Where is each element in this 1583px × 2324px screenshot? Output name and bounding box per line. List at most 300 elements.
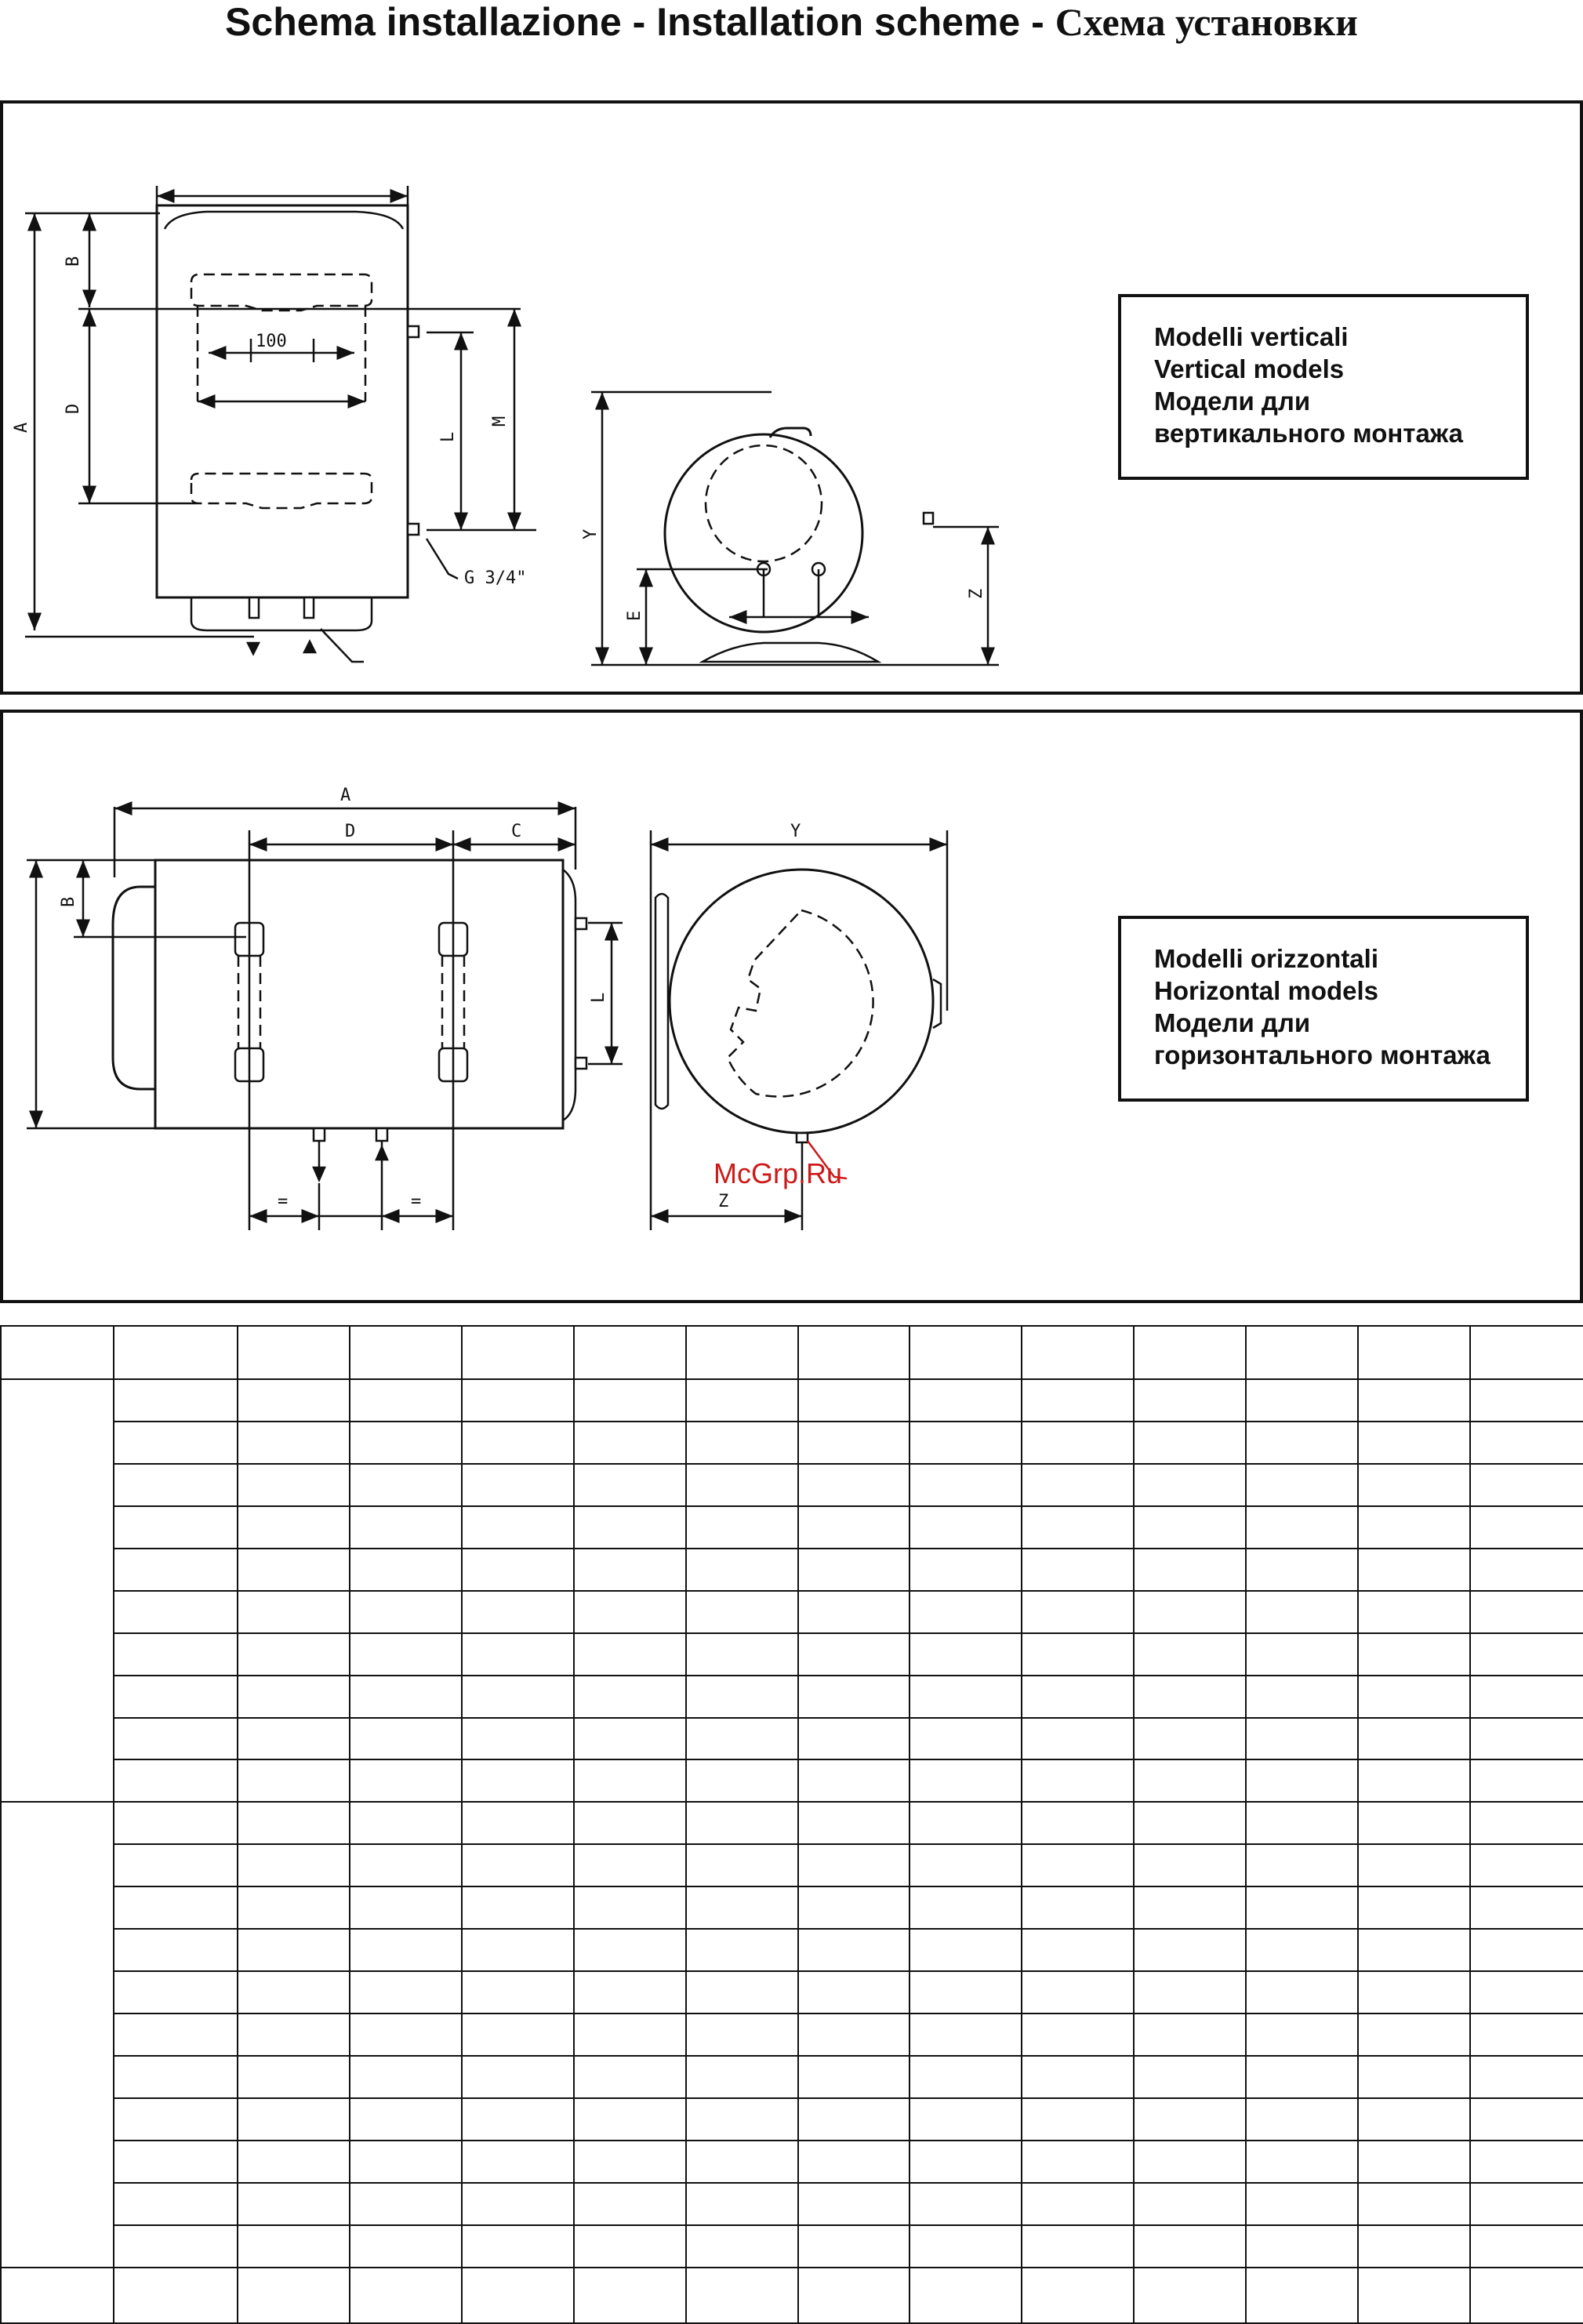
table-cell bbox=[350, 1549, 462, 1591]
table-cell bbox=[1358, 1506, 1470, 1549]
label-russian-line1: Модели дли bbox=[1154, 387, 1311, 416]
table-cell bbox=[1358, 1633, 1470, 1676]
table-cell bbox=[909, 1676, 1022, 1718]
table-cell bbox=[350, 1422, 462, 1464]
table-cell bbox=[798, 2225, 909, 2268]
thread-size-label: G 3/4" bbox=[464, 568, 527, 588]
table-cell bbox=[1246, 2225, 1358, 2268]
table-cell bbox=[1246, 2098, 1358, 2141]
table-cell bbox=[574, 1886, 686, 1929]
table-cell bbox=[114, 2141, 238, 2183]
table-cell bbox=[1022, 1929, 1134, 1971]
vertical-heater-side-view bbox=[665, 428, 933, 662]
table-cell bbox=[350, 1718, 462, 1760]
table-cell bbox=[462, 1802, 574, 1844]
table-cell bbox=[909, 1844, 1022, 1886]
table-cell bbox=[462, 2141, 574, 2183]
table-cell bbox=[909, 2183, 1022, 2225]
table-cell bbox=[1470, 2141, 1583, 2183]
dim-d-label: D bbox=[64, 403, 83, 414]
table-cell bbox=[686, 1591, 798, 1633]
table-cell bbox=[238, 1326, 350, 1379]
table-cell bbox=[1470, 1464, 1583, 1506]
table-row bbox=[1, 1379, 1583, 1422]
table-cell bbox=[462, 2225, 574, 2268]
table-row bbox=[1, 1591, 1583, 1633]
table-cell bbox=[1022, 1464, 1134, 1506]
table-cell bbox=[1, 1326, 114, 1379]
table-cell bbox=[1246, 1379, 1358, 1422]
table-cell bbox=[114, 1549, 238, 1591]
table-cell bbox=[1246, 2056, 1358, 2098]
table-cell bbox=[114, 1676, 238, 1718]
table-cell bbox=[1134, 1759, 1246, 1802]
table-cell bbox=[1358, 1886, 1470, 1929]
table-cell bbox=[1022, 1844, 1134, 1886]
table-cell bbox=[1470, 1633, 1583, 1676]
table-cell bbox=[686, 1464, 798, 1506]
table-cell bbox=[1470, 2056, 1583, 2098]
table-cell bbox=[1358, 2141, 1470, 2183]
table-cell bbox=[574, 1422, 686, 1464]
table-cell bbox=[462, 1464, 574, 1506]
vertical-side-dimension-lines bbox=[591, 392, 999, 665]
table-cell bbox=[909, 1422, 1022, 1464]
table-cell bbox=[238, 2183, 350, 2225]
table-cell bbox=[798, 2183, 909, 2225]
watermark-text: McGrp.Ru bbox=[713, 1157, 843, 1189]
table-cell bbox=[238, 1422, 350, 1464]
table-cell bbox=[1022, 2014, 1134, 2056]
table-cell bbox=[574, 2056, 686, 2098]
table-cell bbox=[686, 1326, 798, 1379]
table-cell bbox=[1022, 1549, 1134, 1591]
table-cell bbox=[1134, 1422, 1246, 1464]
table-cell bbox=[238, 1718, 350, 1760]
table-cell bbox=[1246, 1464, 1358, 1506]
dim-h-l-label: L bbox=[589, 992, 608, 1003]
table-cell bbox=[238, 1929, 350, 1971]
table-cell bbox=[462, 2014, 574, 2056]
horizontal-heater-side-view bbox=[655, 870, 941, 1142]
table-cell bbox=[1022, 1422, 1134, 1464]
table-cell bbox=[462, 1379, 574, 1422]
table-cell bbox=[1022, 1718, 1134, 1760]
table-cell bbox=[798, 1326, 909, 1379]
table-row bbox=[1, 1326, 1583, 1379]
table-row bbox=[1, 2225, 1583, 2268]
table-row bbox=[1, 2098, 1583, 2141]
table-cell bbox=[1134, 1464, 1246, 1506]
dim-100-label: 100 bbox=[256, 332, 287, 351]
dim-equal-left: = bbox=[278, 1192, 289, 1211]
table-cell bbox=[1022, 1802, 1134, 1844]
table-row bbox=[1, 2268, 1583, 2323]
table-cell bbox=[798, 1591, 909, 1633]
table-cell bbox=[798, 1971, 909, 2014]
dim-b-label: B bbox=[64, 256, 83, 267]
dim-h-b-label: B bbox=[59, 896, 78, 907]
table-cell bbox=[1022, 1633, 1134, 1676]
dim-z-label: Z bbox=[967, 588, 986, 599]
table-cell bbox=[462, 1759, 574, 1802]
table-cell bbox=[686, 2225, 798, 2268]
table-cell bbox=[574, 1549, 686, 1591]
table-cell bbox=[350, 1844, 462, 1886]
table-cell bbox=[462, 1718, 574, 1760]
dim-h-y-label: Y bbox=[790, 822, 801, 841]
dim-y-label: Y bbox=[581, 528, 601, 539]
table-row bbox=[1, 2183, 1583, 2225]
table-cell bbox=[798, 1633, 909, 1676]
table-cell bbox=[909, 2014, 1022, 2056]
table-cell bbox=[114, 1633, 238, 1676]
table-cell bbox=[909, 1802, 1022, 1844]
table-cell bbox=[1134, 1802, 1246, 1844]
table-cell bbox=[686, 1549, 798, 1591]
table-cell bbox=[114, 2268, 238, 2323]
table-cell bbox=[350, 2056, 462, 2098]
table-cell bbox=[114, 2098, 238, 2141]
table-cell bbox=[1470, 1422, 1583, 1464]
table-cell bbox=[574, 2098, 686, 2141]
table-cell bbox=[1246, 1759, 1358, 1802]
table-cell bbox=[1022, 2056, 1134, 2098]
table-cell bbox=[686, 2183, 798, 2225]
table-cell bbox=[462, 1326, 574, 1379]
table-cell bbox=[574, 1464, 686, 1506]
table-cell bbox=[686, 2268, 798, 2323]
table-cell bbox=[1358, 1422, 1470, 1464]
table-cell bbox=[686, 1676, 798, 1718]
table-cell bbox=[1358, 1464, 1470, 1506]
table-cell bbox=[574, 1326, 686, 1379]
table-cell bbox=[1246, 1844, 1358, 1886]
table-cell bbox=[462, 1591, 574, 1633]
table-cell bbox=[1358, 1676, 1470, 1718]
table-cell bbox=[1246, 1802, 1358, 1844]
table-cell bbox=[350, 1379, 462, 1422]
table-cell bbox=[574, 2141, 686, 2183]
table-cell bbox=[350, 1886, 462, 1929]
table-cell bbox=[1134, 1971, 1246, 2014]
table-cell bbox=[1246, 1549, 1358, 1591]
dim-h-a-label: A bbox=[340, 786, 351, 805]
label-italian: Modelli verticali bbox=[1154, 322, 1349, 351]
table-row bbox=[1, 2014, 1583, 2056]
table-cell bbox=[114, 2014, 238, 2056]
table-cell bbox=[909, 1591, 1022, 1633]
vertical-models-panel bbox=[0, 100, 1583, 695]
table-cell bbox=[909, 1971, 1022, 2014]
table-cell bbox=[686, 1633, 798, 1676]
table-cell bbox=[114, 2183, 238, 2225]
table-cell bbox=[1246, 1326, 1358, 1379]
table-cell bbox=[462, 1886, 574, 1929]
table-cell bbox=[1134, 2056, 1246, 2098]
table-cell bbox=[909, 1633, 1022, 1676]
table-cell bbox=[238, 1506, 350, 1549]
table-cell bbox=[114, 1422, 238, 1464]
table-cell bbox=[1134, 2268, 1246, 2323]
table-cell bbox=[350, 1759, 462, 1802]
table-cell bbox=[1358, 1379, 1470, 1422]
table-cell bbox=[1470, 1326, 1583, 1379]
table-cell bbox=[574, 1379, 686, 1422]
table-cell bbox=[1134, 1633, 1246, 1676]
table-cell bbox=[1470, 1379, 1583, 1422]
table-cell bbox=[114, 2056, 238, 2098]
table-cell bbox=[1470, 2225, 1583, 2268]
table-cell bbox=[1358, 1802, 1470, 1844]
table-cell bbox=[798, 2014, 909, 2056]
table-cell bbox=[909, 1759, 1022, 1802]
table-cell bbox=[462, 2268, 574, 2323]
label-russian-line2: вертикального монтажа bbox=[1154, 419, 1463, 448]
table-cell bbox=[909, 1886, 1022, 1929]
table-cell bbox=[238, 2056, 350, 2098]
table-cell bbox=[1134, 1326, 1246, 1379]
table-cell bbox=[1022, 2268, 1134, 2323]
table-cell bbox=[909, 2056, 1022, 2098]
table-cell bbox=[1134, 1844, 1246, 1886]
table-cell bbox=[1134, 2225, 1246, 2268]
table-cell bbox=[114, 1379, 238, 1422]
table-cell bbox=[1470, 1591, 1583, 1633]
table-cell bbox=[350, 2098, 462, 2141]
table-cell bbox=[1022, 1379, 1134, 1422]
table-cell bbox=[114, 1929, 238, 1971]
table-cell bbox=[1246, 2014, 1358, 2056]
table-cell bbox=[238, 2225, 350, 2268]
table-cell bbox=[574, 2183, 686, 2225]
table-cell bbox=[1358, 1929, 1470, 1971]
table-cell bbox=[909, 2225, 1022, 2268]
title-english: Installation scheme - bbox=[656, 0, 1055, 44]
table-cell bbox=[686, 2141, 798, 2183]
table-cell bbox=[1134, 1718, 1246, 1760]
table-cell bbox=[1, 2268, 114, 2323]
table-cell bbox=[462, 1422, 574, 1464]
table-cell bbox=[1246, 1506, 1358, 1549]
table-cell bbox=[1246, 1971, 1358, 2014]
table-cell bbox=[1134, 2098, 1246, 2141]
table-cell bbox=[798, 1759, 909, 1802]
table-cell bbox=[909, 1506, 1022, 1549]
table-group-horizontal bbox=[1, 1802, 114, 2267]
vertical-dimension-lines bbox=[25, 186, 536, 662]
table-cell bbox=[686, 1759, 798, 1802]
table-cell bbox=[909, 2098, 1022, 2141]
table-cell bbox=[1022, 2225, 1134, 2268]
dim-e-label: E bbox=[625, 610, 644, 621]
table-cell bbox=[686, 2056, 798, 2098]
table-cell bbox=[798, 2098, 909, 2141]
table-cell bbox=[1022, 1591, 1134, 1633]
table-cell bbox=[114, 1844, 238, 1886]
table-cell bbox=[686, 1929, 798, 1971]
table-cell bbox=[1358, 2098, 1470, 2141]
table-row bbox=[1, 1718, 1583, 1760]
table-cell bbox=[462, 1971, 574, 2014]
table-row bbox=[1, 1676, 1583, 1718]
table-cell bbox=[1134, 1549, 1246, 1591]
table-cell bbox=[350, 1676, 462, 1718]
table-cell bbox=[350, 1971, 462, 2014]
table-cell bbox=[1358, 1591, 1470, 1633]
table-cell bbox=[1022, 2141, 1134, 2183]
table-cell bbox=[798, 1422, 909, 1464]
table-cell bbox=[350, 1802, 462, 1844]
title-russian: Схема установки bbox=[1055, 0, 1358, 44]
table-row bbox=[1, 2056, 1583, 2098]
table-cell bbox=[574, 2225, 686, 2268]
table-cell bbox=[1470, 1506, 1583, 1549]
table-cell bbox=[462, 1676, 574, 1718]
table-cell bbox=[798, 2141, 909, 2183]
table-cell bbox=[1470, 1676, 1583, 1718]
table-row bbox=[1, 1844, 1583, 1886]
table-cell bbox=[909, 2268, 1022, 2323]
table-cell bbox=[574, 1844, 686, 1886]
table-cell bbox=[1134, 1886, 1246, 1929]
table-cell bbox=[238, 1549, 350, 1591]
table-cell bbox=[462, 2056, 574, 2098]
table-cell bbox=[1134, 1929, 1246, 1971]
table-cell bbox=[798, 1549, 909, 1591]
table-cell bbox=[1470, 1971, 1583, 2014]
table-cell bbox=[798, 1886, 909, 1929]
table-cell bbox=[1358, 1759, 1470, 1802]
table-row bbox=[1, 2141, 1583, 2183]
dim-h-d-label: D bbox=[345, 822, 356, 841]
table-cell bbox=[238, 2014, 350, 2056]
table-group-vertical bbox=[1, 1379, 114, 1802]
vertical-models-label bbox=[1118, 294, 1529, 480]
table-cell bbox=[114, 2225, 238, 2268]
table-row bbox=[1, 1506, 1583, 1549]
table-cell bbox=[114, 1718, 238, 1760]
table-cell bbox=[686, 1844, 798, 1886]
table-cell bbox=[1022, 1506, 1134, 1549]
table-cell bbox=[238, 1971, 350, 2014]
table-cell bbox=[686, 1379, 798, 1422]
table-cell bbox=[1134, 2183, 1246, 2225]
horizontal-models-label bbox=[1118, 916, 1529, 1102]
table-row bbox=[1, 1929, 1583, 1971]
table-cell bbox=[1470, 1549, 1583, 1591]
table-cell bbox=[238, 1591, 350, 1633]
table-cell bbox=[1470, 1844, 1583, 1886]
table-cell bbox=[238, 1802, 350, 1844]
table-cell bbox=[686, 1886, 798, 1929]
table-cell bbox=[350, 2014, 462, 2056]
table-cell bbox=[686, 2014, 798, 2056]
table-cell bbox=[574, 2268, 686, 2323]
table-cell bbox=[350, 1633, 462, 1676]
table-cell bbox=[1358, 1326, 1470, 1379]
table-row bbox=[1, 1802, 1583, 1844]
table-row bbox=[1, 1633, 1583, 1676]
table-cell bbox=[238, 2098, 350, 2141]
table-cell bbox=[1134, 1591, 1246, 1633]
table-cell bbox=[238, 2141, 350, 2183]
table-cell bbox=[1134, 2141, 1246, 2183]
table-cell bbox=[1022, 2183, 1134, 2225]
table-cell bbox=[350, 2183, 462, 2225]
table-cell bbox=[114, 1971, 238, 2014]
table-cell bbox=[462, 1929, 574, 1971]
table-cell bbox=[1358, 2268, 1470, 2323]
table-cell bbox=[238, 2268, 350, 2323]
table-cell bbox=[462, 2098, 574, 2141]
table-cell bbox=[798, 1718, 909, 1760]
table-cell bbox=[238, 1759, 350, 1802]
table-cell bbox=[1358, 2014, 1470, 2056]
table-cell bbox=[238, 1844, 350, 1886]
table-cell bbox=[462, 2183, 574, 2225]
table-cell bbox=[1246, 1422, 1358, 1464]
table-row bbox=[1, 1464, 1583, 1506]
table-cell bbox=[1470, 1886, 1583, 1929]
table-cell bbox=[686, 1718, 798, 1760]
table-cell bbox=[114, 1326, 238, 1379]
table-cell bbox=[909, 1718, 1022, 1760]
table-cell bbox=[686, 1422, 798, 1464]
table-cell bbox=[1470, 2014, 1583, 2056]
table-cell bbox=[238, 1886, 350, 1929]
table-cell bbox=[1470, 2183, 1583, 2225]
table-cell bbox=[350, 2225, 462, 2268]
table-cell bbox=[114, 1802, 238, 1844]
table-row bbox=[1, 1971, 1583, 2014]
table-cell bbox=[1358, 1549, 1470, 1591]
table-cell bbox=[1470, 1929, 1583, 1971]
table-cell bbox=[114, 1886, 238, 1929]
table-cell bbox=[350, 2268, 462, 2323]
table-cell bbox=[1358, 1844, 1470, 1886]
table-cell bbox=[238, 1633, 350, 1676]
table-cell bbox=[1134, 1379, 1246, 1422]
table-cell bbox=[462, 1506, 574, 1549]
page-title bbox=[0, 0, 1583, 44]
table-cell bbox=[1246, 2141, 1358, 2183]
table-cell bbox=[114, 1506, 238, 1549]
table-cell bbox=[238, 1464, 350, 1506]
dim-h-c-label: C bbox=[511, 822, 522, 841]
table-cell bbox=[1246, 1886, 1358, 1929]
dim-m-label: M bbox=[490, 416, 510, 427]
table-cell bbox=[798, 1379, 909, 1422]
table-cell bbox=[1022, 1759, 1134, 1802]
table-cell bbox=[1134, 2014, 1246, 2056]
table-cell bbox=[1246, 1633, 1358, 1676]
table-cell bbox=[909, 1549, 1022, 1591]
table-cell bbox=[909, 1929, 1022, 1971]
table-cell bbox=[114, 1759, 238, 1802]
table-cell bbox=[574, 1506, 686, 1549]
table-cell bbox=[462, 1844, 574, 1886]
table-row bbox=[1, 1422, 1583, 1464]
table-cell bbox=[574, 1802, 686, 1844]
table-cell bbox=[1022, 1326, 1134, 1379]
table-cell bbox=[1134, 1506, 1246, 1549]
table-cell bbox=[1470, 2268, 1583, 2323]
label-english: Vertical models bbox=[1154, 354, 1345, 383]
table-cell bbox=[574, 1676, 686, 1718]
table-cell bbox=[1022, 1676, 1134, 1718]
table-row bbox=[1, 1759, 1583, 1802]
